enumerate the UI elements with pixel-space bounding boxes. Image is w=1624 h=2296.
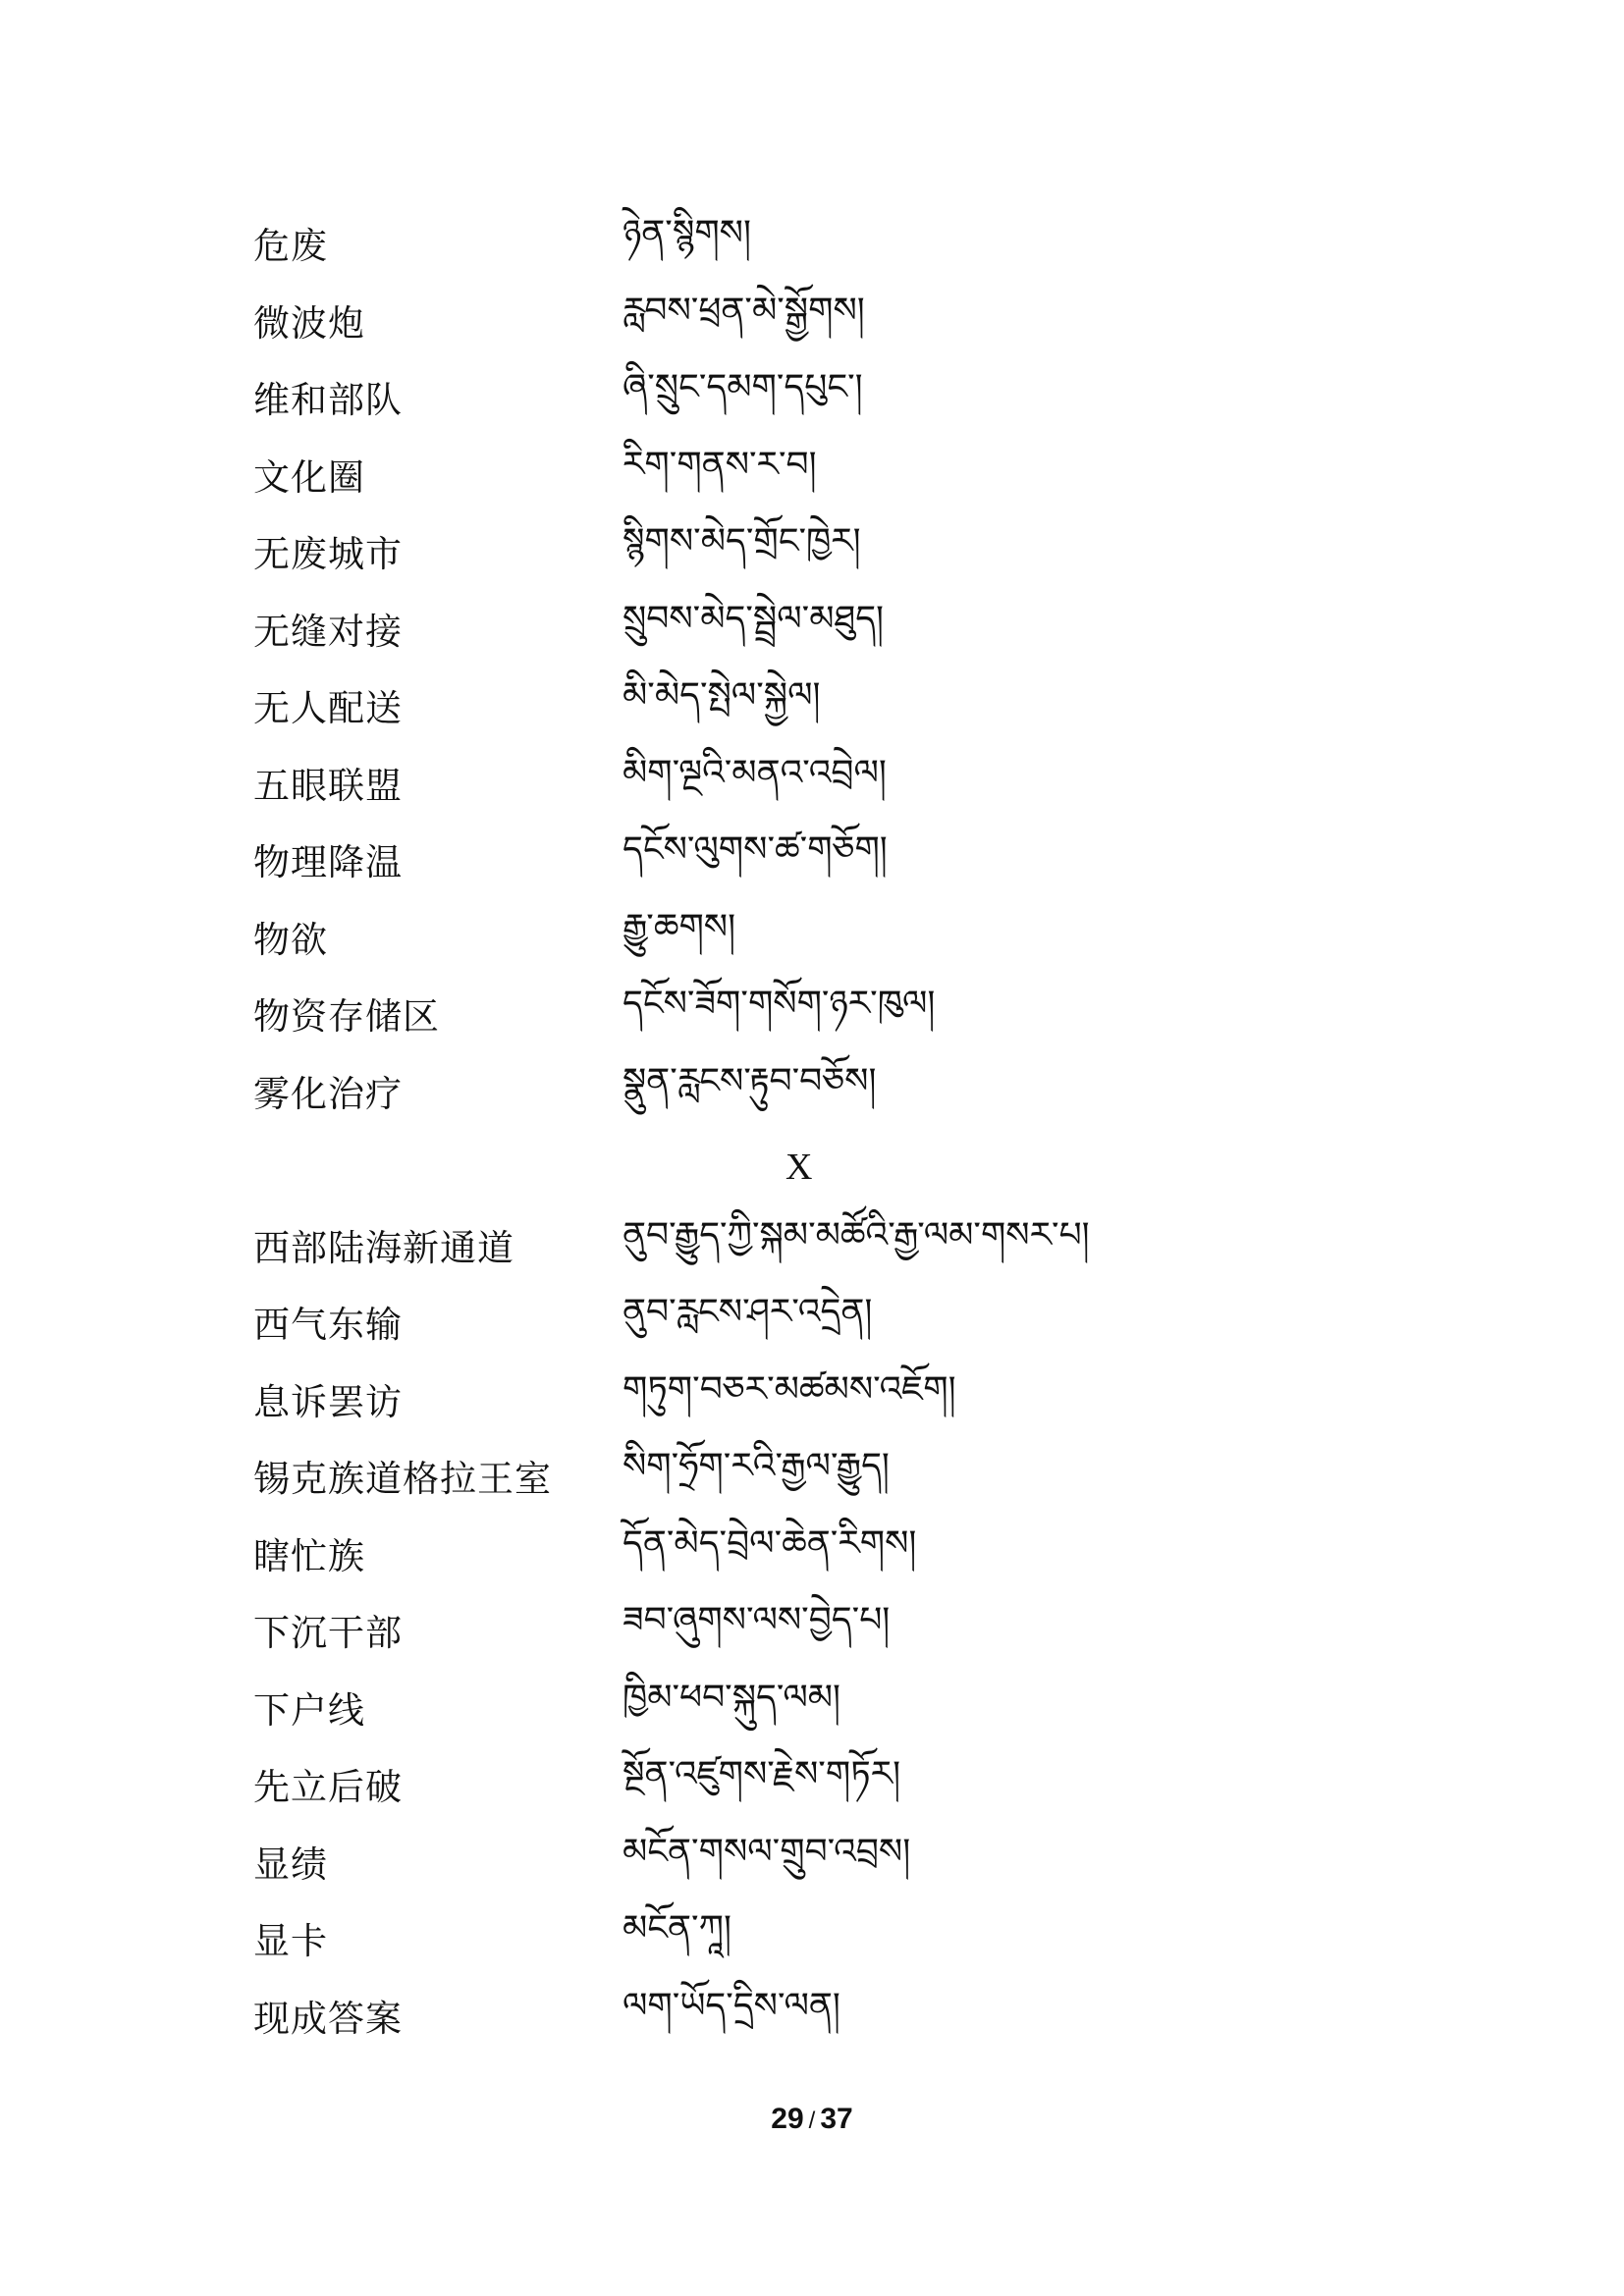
tibetan-term: མངོན་གསལ་གྲུབ་འབྲས། [623,1831,911,1872]
tibetan-term: ཁྱིམ་ཕབ་སྐུད་ལམ། [623,1677,841,1718]
tibetan-term: ཟབ་ཞུགས་ལས་བྱེད་པ། [623,1600,891,1641]
page-number [0,2103,1624,2136]
tibetan-term: སིག་ཧྲོག་རའི་རྒྱལ་རྒྱུད། [623,1446,890,1487]
chinese-term: 息诉罢访 [253,1380,403,1423]
chinese-term: 维和部队 [253,379,403,422]
chinese-term: 五眼联盟 [253,764,403,807]
tibetan-term: ཉེན་སྙིགས། [623,213,751,254]
tibetan-term: དངོས་ལུགས་ཚ་གཅོག། [623,829,888,871]
tibetan-term: རྒྱུ་ཆགས། [623,906,736,947]
tibetan-term: ལག་ཡོད་དྲིས་ལན། [623,1985,840,2026]
tibetan-term: ནུབ་རླངས་ཤར་འདྲེན། [623,1292,873,1333]
chinese-term: 西部陆海新通道 [253,1226,514,1269]
chinese-term: 西气东输 [253,1304,403,1347]
tibetan-term: རླབས་ཕྲན་མེ་སྒྱོགས། [623,290,865,331]
chinese-term: 无废城市 [253,533,403,576]
glossary-entry [253,590,1432,667]
glossary-entry [253,1977,1432,2055]
glossary-entry [253,1899,1432,1977]
tibetan-term: སྲུབས་མེད་སྦྲེལ་མཐུད། [623,598,885,639]
section-letter: X [785,1147,813,1189]
glossary-entry [253,821,1432,898]
glossary-entry [253,1052,1432,1130]
tibetan-term: ཞི་སྲུང་དམག་དཔུང་། [623,367,863,408]
chinese-term: 无缝对接 [253,610,403,653]
chinese-term: 下户线 [253,1688,365,1732]
chinese-term: 雾化治疗 [253,1072,403,1115]
chinese-term: 微波炮 [253,301,365,345]
tibetan-term: མངོན་ཀཱ། [623,1908,731,1949]
tibetan-term: སྣུན་རླངས་རྟུབ་བཅོས། [623,1060,877,1101]
chinese-term: 下沉干部 [253,1612,403,1655]
tibetan-term: དངོས་ཟོག་གསོག་ཉར་ཁུལ། [623,984,936,1025]
tibetan-term: སྙིགས་མེད་གྲོང་ཁྱེར། [623,521,861,562]
chinese-term: 显卡 [253,1920,328,1963]
chinese-term: 先立后破 [253,1766,403,1809]
tibetan-term: ནུབ་རྒྱུད་ཀྱི་སྐམ་མཚོའི་རྒྱ་ལམ་གསར་པ། [623,1214,1090,1255]
chinese-term: 物理降温 [253,841,403,884]
tibetan-term: མིག་ལྔའི་མནའ་འབྲེལ། [623,752,887,793]
glossary-entry [253,358,1432,436]
tibetan-term: སྔོན་འཛུགས་རྗེས་གཏོར། [623,1754,901,1795]
glossary-list [253,204,1432,2054]
current-page: 29 [771,2103,804,2135]
tibetan-term: མི་མེད་སྤེལ་སྐྱེལ། [623,675,821,717]
chinese-term: 显绩 [253,1842,328,1886]
glossary-entry [253,1591,1432,1669]
chinese-term: 文化圈 [253,455,365,499]
tibetan-term: རིག་གནས་ར་བ། [623,444,817,485]
chinese-term: 无人配送 [253,687,403,730]
page-separator: / [808,2108,816,2134]
chinese-term: 锡克族道格拉王室 [253,1458,552,1501]
chinese-term: 物资存储区 [253,995,440,1039]
tibetan-term: དོན་མེད་བྲེལ་ཆེན་རིགས། [623,1522,917,1564]
tibetan-term: གཏུག་བཅར་མཚམས་འཇོག། [623,1368,956,1410]
glossary-entry [253,1823,1432,1900]
chinese-term: 危废 [253,225,328,268]
chinese-term: 物欲 [253,918,328,961]
chinese-term: 现成答案 [253,1997,403,2040]
total-pages: 37 [820,2103,853,2135]
chinese-term: 瞎忙族 [253,1534,365,1577]
